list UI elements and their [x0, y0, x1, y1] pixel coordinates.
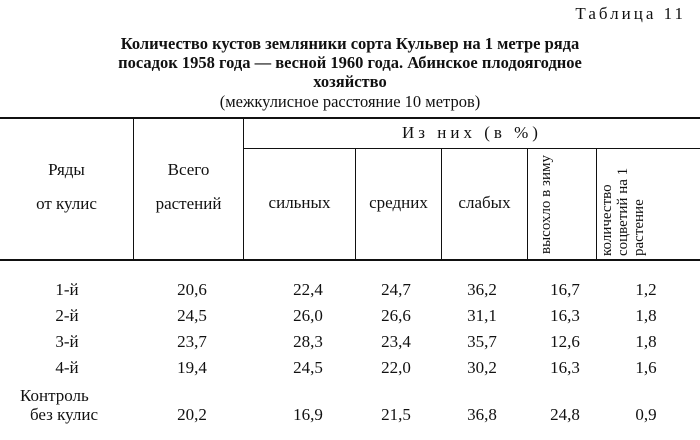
cell-dried: 16,7 [550, 280, 580, 299]
cell-weak: 36,2 [467, 280, 497, 299]
cell-label: 1-й [55, 280, 79, 299]
header-dried [538, 154, 586, 254]
header-flowers-text: количество соцветий на 1 растение [599, 167, 647, 256]
cell-weak: 35,7 [467, 332, 497, 351]
col-divider-5 [527, 148, 528, 259]
control-cell-medium: 21,5 [381, 405, 411, 424]
header-medium: средних [369, 193, 428, 212]
header-total [134, 153, 243, 221]
table-subtitle: (межкулисное расстояние 10 метров) [219, 92, 481, 111]
header-rows-line-2: от кулис [36, 194, 97, 213]
header-rows-line-1: Ряды [48, 160, 85, 179]
cell-dried: 16,3 [550, 306, 580, 325]
control-cell-total: 20,2 [177, 405, 207, 424]
control-label-line-1: Контроль [20, 386, 89, 405]
table-number: Таблица 11 [575, 4, 686, 23]
cell-medium: 22,0 [381, 358, 411, 377]
cell-flowers: 1,6 [635, 358, 657, 377]
title-line-2: посадок 1958 года — весной 1960 года. Абинское плодоягодное [118, 53, 582, 72]
cell-strong: 26,0 [293, 306, 323, 325]
control-label-line-2: без кулис [30, 405, 99, 424]
cell-total: 24,5 [177, 306, 207, 325]
cell-label: 2-й [55, 306, 79, 325]
cell-label: 3-й [55, 332, 79, 351]
header-of-them: Из них (в %) [402, 123, 542, 142]
header-bottom-rule [0, 259, 700, 261]
cell-flowers: 1,8 [635, 306, 657, 325]
title-line-3: хозяйство [313, 72, 387, 91]
header-strong: сильных [268, 193, 331, 212]
header-rows [0, 153, 133, 221]
cell-strong: 24,5 [293, 358, 323, 377]
cell-dried: 12,6 [550, 332, 580, 351]
cell-flowers: 1,2 [635, 280, 657, 299]
col-divider-6 [596, 148, 597, 259]
cell-flowers: 1,8 [635, 332, 657, 351]
cell-strong: 28,3 [293, 332, 323, 351]
control-cell-weak: 36,8 [467, 405, 497, 424]
cell-medium: 23,4 [381, 332, 411, 351]
cell-total: 19,4 [177, 358, 207, 377]
header-total-line-2: растений [155, 194, 222, 213]
cell-medium: 26,6 [381, 306, 411, 325]
control-cell-dried: 24,8 [550, 405, 580, 424]
cell-dried: 16,3 [550, 358, 580, 377]
control-cell-strong: 16,9 [293, 405, 323, 424]
header-dried-text: высохло в зиму [538, 155, 554, 254]
header-flowers [599, 152, 663, 256]
header-total-line-1: Всего [167, 160, 210, 179]
title-line-1: Количество кустов земляники сорта Кульвер на 1 метре ряда [120, 34, 580, 53]
cell-total: 20,6 [177, 280, 207, 299]
cell-weak: 31,1 [467, 306, 497, 325]
table-title [0, 34, 700, 91]
cell-strong: 22,4 [293, 280, 323, 299]
cell-total: 23,7 [177, 332, 207, 351]
control-cell-flowers: 0,9 [635, 405, 657, 424]
cell-medium: 24,7 [381, 280, 411, 299]
cell-label: 4-й [55, 358, 79, 377]
cell-weak: 30,2 [467, 358, 497, 377]
header-weak: слабых [458, 193, 511, 212]
